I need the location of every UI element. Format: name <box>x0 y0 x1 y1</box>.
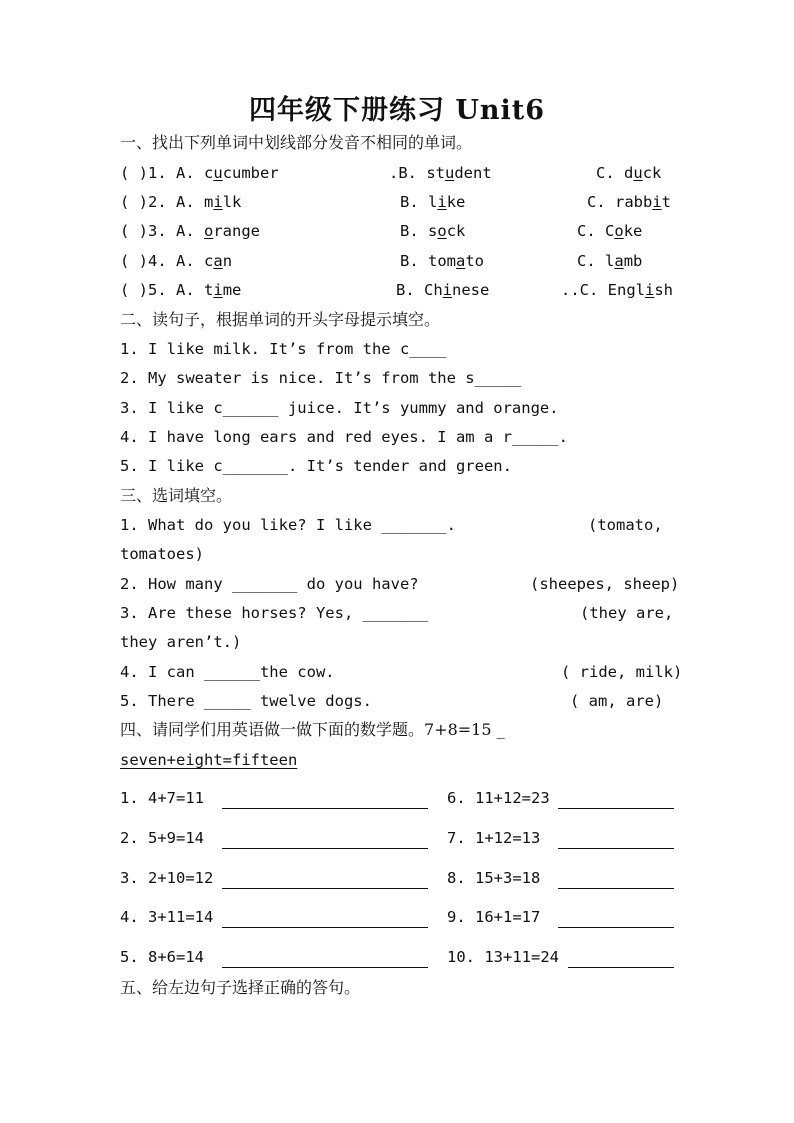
section2-heading: 二、读句子，根据单词的开头字母提示填空。 <box>120 310 441 329</box>
option-b <box>396 280 489 300</box>
word-part: tom <box>428 252 456 270</box>
word-part: l <box>428 193 438 211</box>
underlined-letter: i <box>437 193 447 211</box>
underlined-letter: i <box>213 193 223 211</box>
underlined-letter: i <box>645 281 655 299</box>
word-part: s <box>428 222 438 240</box>
section5-heading: 五、给左边句子选择正确的答句。 <box>120 978 361 997</box>
math-problem: 7. 1+12=13 <box>447 829 541 847</box>
section1-heading: 一、找出下列单词中划线部分发音不相同的单词。 <box>120 133 473 152</box>
option-a <box>120 280 241 300</box>
section3-question: 2. How many _______ do you have? <box>120 575 419 593</box>
word-part: st <box>426 164 445 182</box>
underlined-letter: o <box>437 222 447 240</box>
answer-blank[interactable] <box>222 788 428 809</box>
math-problem: 9. 16+1=17 <box>447 908 541 926</box>
math-problem: 10. 13+11=24 <box>447 948 559 966</box>
word-part: t <box>204 281 214 299</box>
answer-blank[interactable] <box>558 868 674 889</box>
option-a-prefix: ( )4. A. <box>120 252 204 270</box>
word-part: c <box>204 252 214 270</box>
section3-options: (sheepes, sheep) <box>530 575 680 593</box>
underlined-letter: o <box>204 222 214 240</box>
word-part: nese <box>452 281 490 299</box>
word-part: range <box>213 222 261 240</box>
underlined-letter: u <box>633 164 643 182</box>
word-part: C <box>605 222 615 240</box>
math-problem: 8. 15+3=18 <box>447 869 541 887</box>
option-a-prefix: ( )2. A. <box>120 193 204 211</box>
math-problem: 2. 5+9=14 <box>120 829 204 847</box>
option-c-prefix: C. <box>587 193 615 211</box>
underlined-letter: a <box>213 252 223 270</box>
option-a <box>120 192 241 212</box>
option-b-prefix: B. <box>400 193 428 211</box>
word-part: me <box>222 281 242 299</box>
option-c-prefix: ..C. <box>561 281 608 299</box>
word-part: Ch <box>424 281 443 299</box>
underlined-letter: o <box>614 222 624 240</box>
underlined-letter: a <box>614 252 624 270</box>
word-part: ck <box>642 164 662 182</box>
option-a-prefix: ( )1. A. <box>120 164 204 182</box>
section2-item: 1. I like milk. It’s from the c____ <box>120 340 447 358</box>
option-b-prefix: B. <box>400 222 428 240</box>
word-part: lk <box>222 193 242 211</box>
word-part: to <box>465 252 485 270</box>
underlined-letter: u <box>213 164 223 182</box>
answer-blank[interactable] <box>558 788 674 809</box>
option-c-prefix: C. <box>596 164 624 182</box>
word-part: ke <box>623 222 643 240</box>
option-c <box>596 163 661 183</box>
section3-options: ( am, are) <box>570 692 664 710</box>
option-c <box>561 280 673 300</box>
option-c <box>577 251 642 271</box>
section3-question: 4. I can ______the cow. <box>120 663 335 681</box>
math-problem: 5. 8+6=14 <box>120 948 204 966</box>
word-part: n <box>222 252 233 270</box>
underlined-letter: i <box>442 281 453 299</box>
underlined-letter: u <box>445 164 455 182</box>
answer-blank[interactable] <box>568 947 674 968</box>
option-b-prefix: B. <box>396 281 424 299</box>
underlined-letter: i <box>652 193 662 211</box>
word-part: c <box>204 164 214 182</box>
section3-heading: 三、选词填空。 <box>120 486 233 505</box>
answer-blank[interactable] <box>558 828 674 849</box>
option-b-prefix: B. <box>400 252 428 270</box>
option-a <box>120 221 260 241</box>
section3-options-continued: tomatoes) <box>120 545 204 563</box>
math-problem: 3. 2+10=12 <box>120 869 214 887</box>
page-title: 四年级下册练习 Unit6 <box>248 95 546 126</box>
word-part: t <box>661 193 672 211</box>
math-problem: 1. 4+7=11 <box>120 789 204 807</box>
section3-options: (tomato, <box>588 516 663 534</box>
section3-question: 5. There _____ twelve dogs. <box>120 692 372 710</box>
word-part: ke <box>446 193 466 211</box>
option-a-prefix: ( )3. A. <box>120 222 204 240</box>
option-c-prefix: C. <box>577 252 605 270</box>
option-b <box>389 163 492 183</box>
section2-item: 5. I like c_______. It’s tender and green. <box>120 457 512 475</box>
option-c-prefix: C. <box>577 222 605 240</box>
word-part: mb <box>623 252 643 270</box>
word-part: sh <box>654 281 674 299</box>
word-part: Engl <box>607 281 645 299</box>
answer-blank[interactable] <box>222 907 428 928</box>
section2-item: 3. I like c______ juice. It’s yummy and orange. <box>120 399 559 417</box>
option-b <box>400 192 465 212</box>
word-part: d <box>624 164 634 182</box>
section3-options-continued: they aren’t.) <box>120 633 242 651</box>
answer-blank[interactable] <box>558 907 674 928</box>
option-a <box>120 251 232 271</box>
section2-item: 2. My sweater is nice. It’s from the s_____ <box>120 369 522 387</box>
section2-item: 4. I have long ears and red eyes. I am a r_____. <box>120 428 568 446</box>
option-b-prefix: .B. <box>389 164 427 182</box>
answer-blank[interactable] <box>222 947 428 968</box>
word-part: dent <box>454 164 492 182</box>
option-b <box>400 221 465 241</box>
section3-question: 3. Are these horses? Yes, _______ <box>120 604 428 622</box>
section4-example: seven+eight=fifteen <box>120 751 298 769</box>
section3-options: ( ride, milk) <box>561 663 683 681</box>
math-problem: 6. 11+12=23 <box>447 789 550 807</box>
answer-blank[interactable] <box>222 868 428 889</box>
section3-options: (they are, <box>580 604 674 622</box>
math-problem: 4. 3+11=14 <box>120 908 214 926</box>
word-part: m <box>204 193 214 211</box>
option-b <box>400 251 484 271</box>
word-part: cumber <box>222 164 279 182</box>
section4-heading: 四、请同学们用英语做一做下面的数学题。7+8=15 _ <box>120 720 505 739</box>
word-part: l <box>605 252 615 270</box>
section3-question: 1. What do you like? I like _______. <box>120 516 456 534</box>
option-c <box>577 221 642 241</box>
underlined-letter: a <box>456 252 466 270</box>
word-part: ck <box>446 222 466 240</box>
option-a-prefix: ( )5. A. <box>120 281 204 299</box>
option-a <box>120 163 279 183</box>
option-c <box>587 192 671 212</box>
answer-blank[interactable] <box>222 828 428 849</box>
underlined-letter: i <box>213 281 223 299</box>
word-part: rabb <box>615 193 653 211</box>
